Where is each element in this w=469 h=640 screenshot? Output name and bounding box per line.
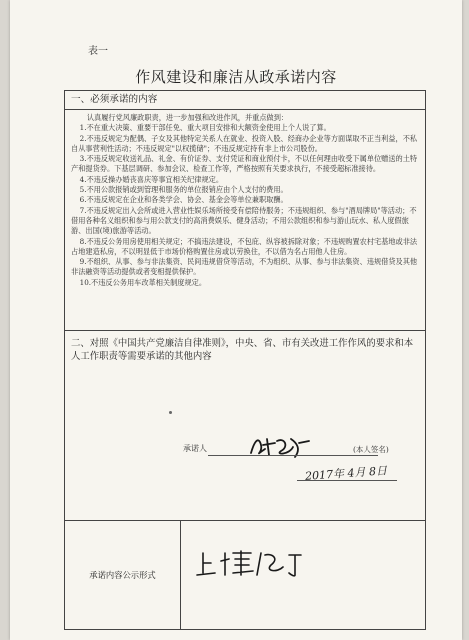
section-required-body [65, 110, 425, 288]
signed-date: 2017年 4月 8日 [304, 464, 388, 483]
document-title: 作风建设和廉洁从政承诺内容 [135, 68, 337, 86]
commitment-item: 4.不违反操办婚丧喜庆等事宜相关纪律规定。 [79, 174, 224, 184]
ink-dot [169, 411, 172, 414]
handwritten-signature [245, 431, 315, 461]
commitment-item: 10.不违反公务用车改革相关制度规定。 [79, 277, 207, 287]
commitment-item: 1.不在重大决策、重要干部任免、重大项目安排和大额资金使用上个人说了算。 [79, 123, 331, 133]
section-required [65, 91, 425, 331]
commitment-item: 7.不违反规定出入会所或进入营业性娱乐场所接受有偿陪侍服务；不违规组织、参与"酒局牌局"等活动；不借用各种名义组织和参与用公款支付的高消费娱乐、健身活动；不用公款组织和参与游山玩水、私人度假旅游、出国(境)旅游等活动。 [71, 205, 417, 236]
signer-hint: (本人签名) [353, 445, 389, 454]
section-required-heading: 一、必须承诺的内容 [65, 91, 425, 110]
signature-line [208, 455, 378, 456]
section-publicity [65, 521, 425, 629]
commitment-item: 5.不用公款报销或到管理和服务的单位报销应由个人支付的费用。 [79, 185, 288, 195]
publicity-handwriting [195, 545, 305, 581]
commitment-item: 8.不违反公务用房使用相关规定；不搞违法建设，不包庇、纵容被拆除对象；不违规购置农村宅基地或非法占地建造私房，不以明显低于市场价格购置住房或以劳换住，不以借为名占用他人住房。 [71, 236, 418, 256]
commitment-item: 3.不违反规定收送礼品、礼金、有价证券、支付凭证和商业预付卡，不以任何理由收受下属单位赠送的土特产和提货券。下基层调研、参加会议、检查工作等，严格按照有关要求执行，不接受超标准接待。 [71, 154, 418, 174]
publicity-label: 承诺内容公示形式 [65, 521, 181, 629]
publicity-value [181, 521, 425, 629]
commitment-form [64, 90, 426, 630]
commitment-item: 9.不组织、从事、参与非法集资、民间违规借贷等活动，不为组织、从事、参与非法集资、违规借贷及其他非法融资等活动提供或者变相提供保护。 [71, 257, 418, 277]
document-page [10, 0, 462, 640]
section-other-heading: 二、对照《中国共产党廉洁自律准则》，中央、省、市有关改进工作作风的要求和本人工作职责等需要承诺的其他内容 [71, 338, 414, 362]
commitment-item: 6.不违反规定在企业和各类学会、协会、基金会等单位兼职取酬。 [79, 195, 288, 205]
section-required-intro: 认真履行党风廉政职责，进一步加强和改进作风，并重点做到： [86, 113, 289, 122]
date-line [297, 480, 397, 481]
signer-label: 承诺人 [183, 444, 207, 453]
section-other [65, 331, 425, 521]
commitment-item: 2.不违反规定为配偶、子女及其他特定关系人在就业、投资入股、经商办企业等方面谋取不正当利益，不私自从事营利性活动；不违反规定"以权揽储"；不违反规定持有非上市公司股份。 [71, 133, 418, 153]
table-tag: 表一 [88, 46, 108, 57]
